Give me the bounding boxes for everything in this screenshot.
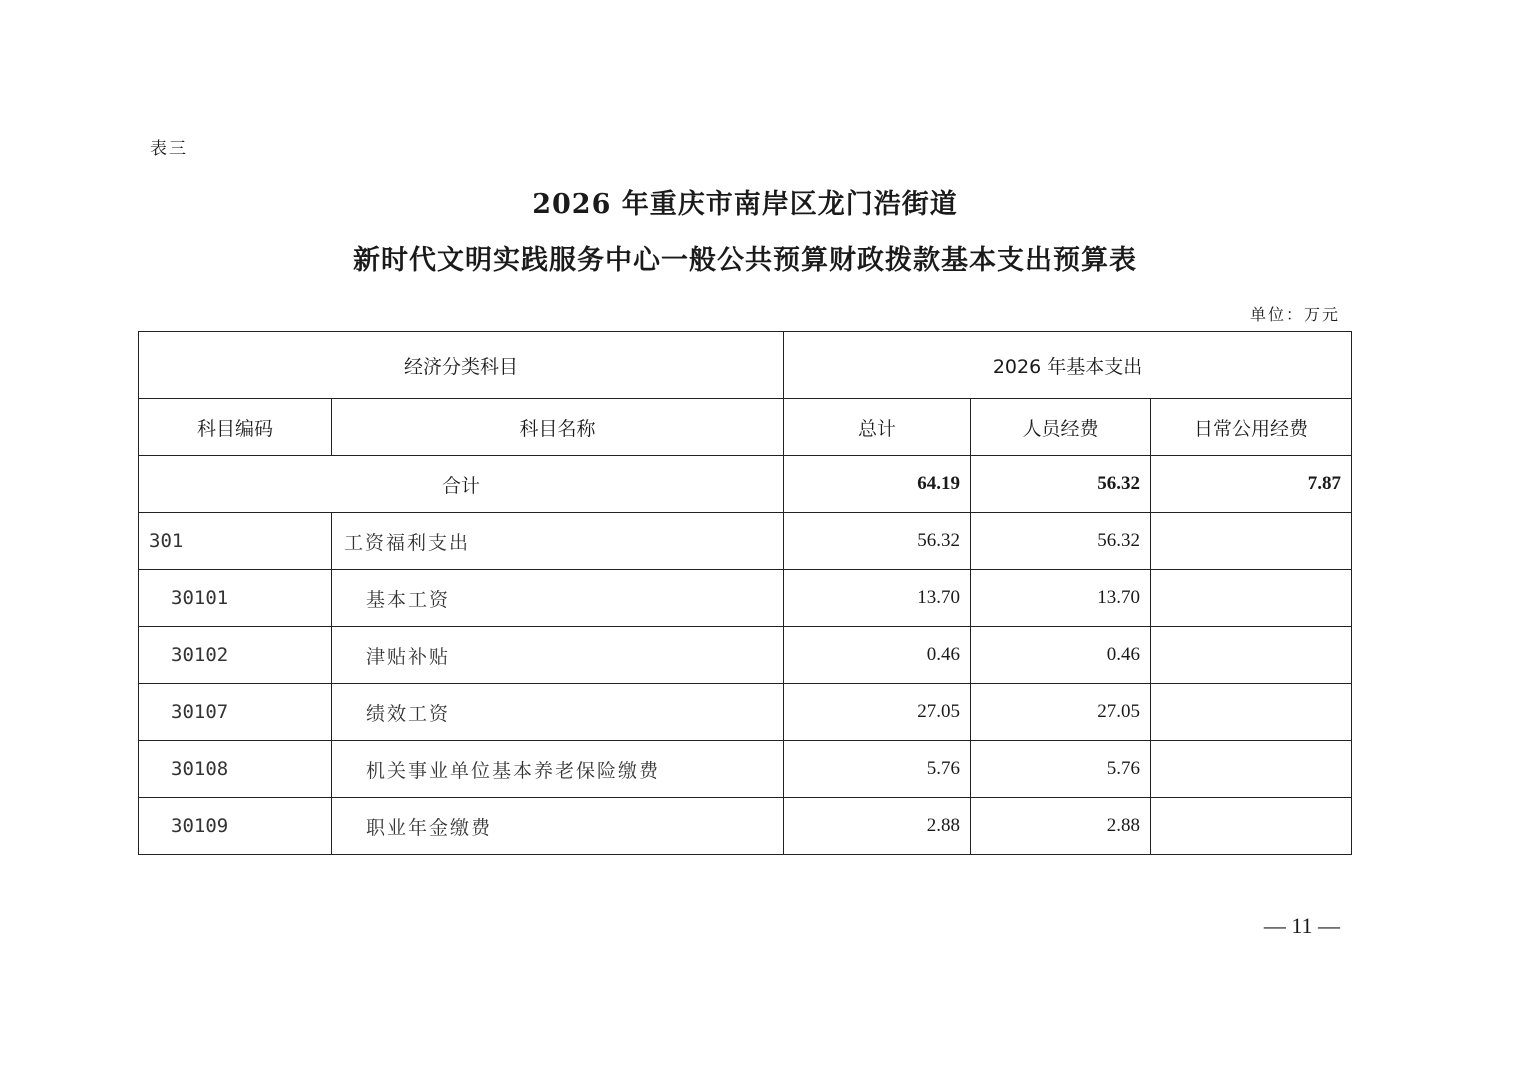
total-label: 合计 bbox=[139, 456, 784, 513]
column-header-name: 科目名称 bbox=[332, 399, 784, 456]
document-title-line-2: 新时代文明实践服务中心一般公共预算财政拨款基本支出预算表 bbox=[353, 245, 1137, 276]
total-row bbox=[139, 456, 1352, 513]
row-public bbox=[1151, 627, 1352, 684]
row-name: 津贴补贴 bbox=[332, 627, 784, 684]
budget-table bbox=[138, 331, 1352, 855]
table-row bbox=[139, 513, 1352, 570]
row-total: 56.32 bbox=[784, 513, 971, 570]
document-title-line-1: 2026 年重庆市南岸区龙门浩街道 bbox=[532, 189, 958, 220]
row-code: 30102 bbox=[139, 627, 332, 684]
header-group-row bbox=[139, 332, 1352, 399]
table-row bbox=[139, 684, 1352, 741]
table-row bbox=[139, 570, 1352, 627]
page-number: — 11 — bbox=[1263, 913, 1340, 938]
row-total: 27.05 bbox=[784, 684, 971, 741]
column-header-total: 总计 bbox=[784, 399, 971, 456]
row-personnel: 0.46 bbox=[971, 627, 1151, 684]
row-public bbox=[1151, 684, 1352, 741]
row-total: 5.76 bbox=[784, 741, 971, 798]
row-name: 工资福利支出 bbox=[332, 513, 784, 570]
row-name: 基本工资 bbox=[332, 570, 784, 627]
row-public bbox=[1151, 798, 1352, 855]
row-code: 30107 bbox=[139, 684, 332, 741]
row-code: 30109 bbox=[139, 798, 332, 855]
row-name: 职业年金缴费 bbox=[332, 798, 784, 855]
total-public: 7.87 bbox=[1151, 456, 1352, 513]
row-code: 301 bbox=[139, 513, 332, 570]
header-basic-expenditure: 2026 年基本支出 bbox=[784, 332, 1352, 399]
row-total: 2.88 bbox=[784, 798, 971, 855]
row-public bbox=[1151, 741, 1352, 798]
row-personnel: 13.70 bbox=[971, 570, 1151, 627]
header-column-row bbox=[139, 399, 1352, 456]
header-economic-classification: 经济分类科目 bbox=[139, 332, 784, 399]
row-public bbox=[1151, 513, 1352, 570]
row-name: 机关事业单位基本养老保险缴费 bbox=[332, 741, 784, 798]
table-row bbox=[139, 627, 1352, 684]
row-personnel: 2.88 bbox=[971, 798, 1151, 855]
total-value: 64.19 bbox=[784, 456, 971, 513]
column-header-personnel: 人员经费 bbox=[971, 399, 1151, 456]
column-header-public: 日常公用经费 bbox=[1151, 399, 1352, 456]
total-personnel: 56.32 bbox=[971, 456, 1151, 513]
row-personnel: 56.32 bbox=[971, 513, 1151, 570]
table-label: 表三 bbox=[150, 139, 188, 159]
table-row bbox=[139, 798, 1352, 855]
row-code: 30101 bbox=[139, 570, 332, 627]
row-total: 0.46 bbox=[784, 627, 971, 684]
row-public bbox=[1151, 570, 1352, 627]
row-personnel: 5.76 bbox=[971, 741, 1151, 798]
column-header-code: 科目编码 bbox=[139, 399, 332, 456]
row-code: 30108 bbox=[139, 741, 332, 798]
table-row bbox=[139, 741, 1352, 798]
row-personnel: 27.05 bbox=[971, 684, 1151, 741]
row-total: 13.70 bbox=[784, 570, 971, 627]
row-name: 绩效工资 bbox=[332, 684, 784, 741]
unit-label: 单位：万元 bbox=[1249, 305, 1340, 324]
